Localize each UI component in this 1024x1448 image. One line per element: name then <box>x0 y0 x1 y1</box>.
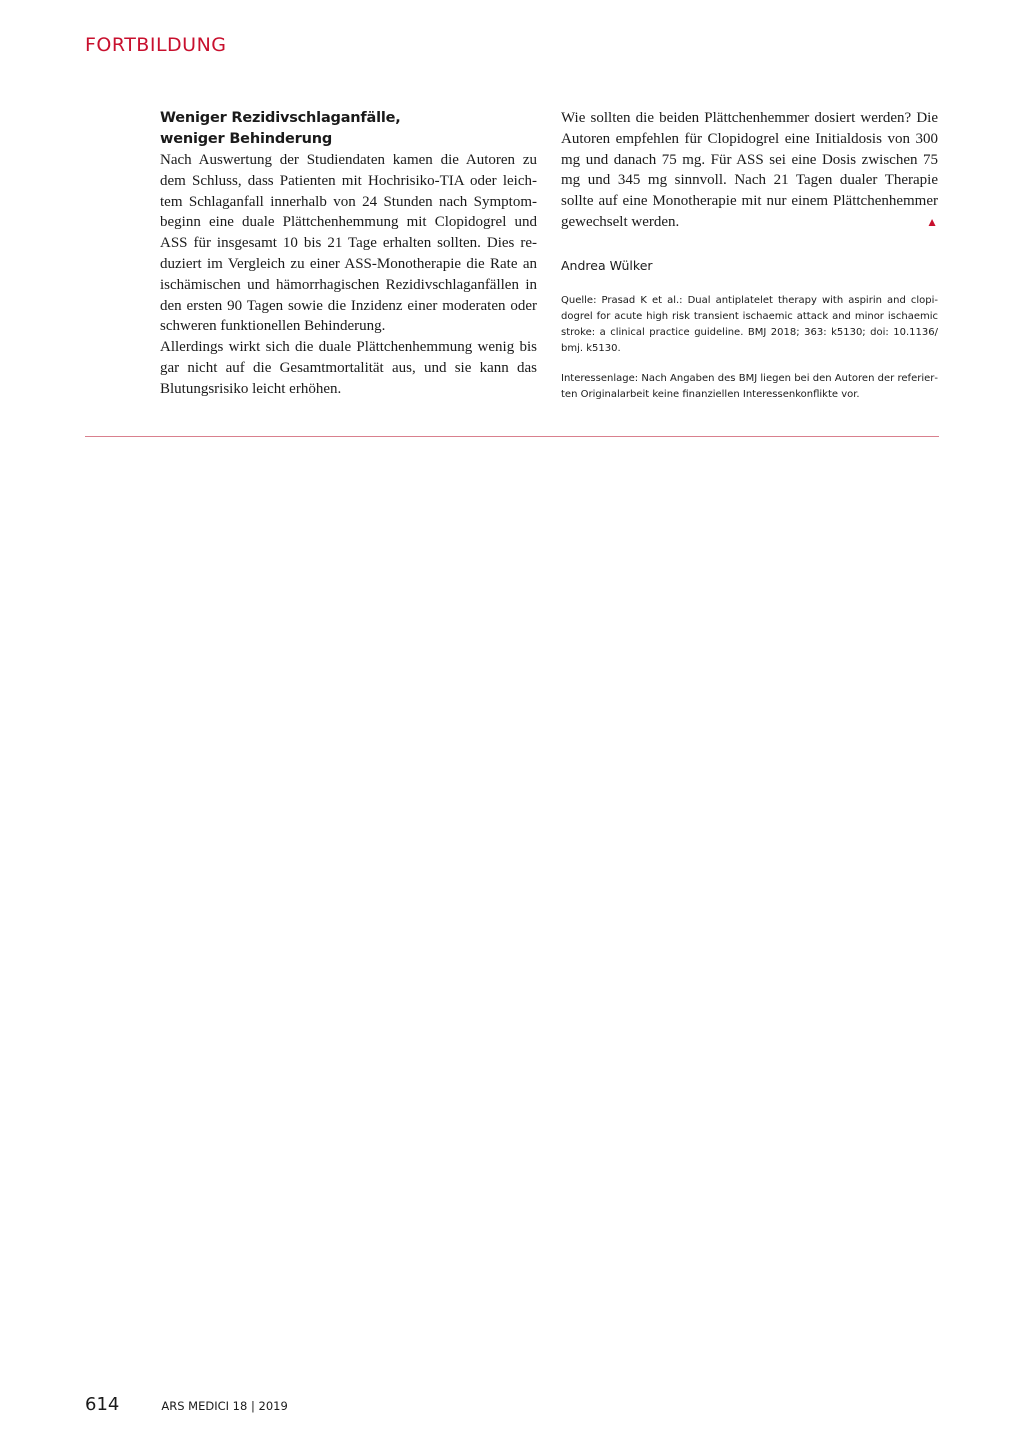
left-column <box>160 108 537 400</box>
source-citation: Quelle: Prasad K et al.: Dual antiplatelet therapy with aspirin and clopidogrel for acute high risk transient ischaemic attack and minor ischaemic stroke: a clinical practice guideline. BMJ 2018; 363: k5130; doi: 10.1136/ bmj. k5130. <box>561 294 938 354</box>
conflict-of-interest: Interessenlage: Nach Angaben des BMJ liegen bei den Autoren der referierten Originalarbeit keine finanziellen Interessenkonflikte vor. <box>561 372 938 400</box>
paragraph-1: Nach Auswertung der Studiendaten kamen die Autoren zu dem Schluss, dass Patienten mit Hochrisiko-TIA oder leichtem Schlaganfall innerhalb von 24 Stunden nach Symptombeginn eine duale Plättchenhemmung mit Clopidogrel und ASS für insgesamt 10 bis 21 Tage erhalten sollten. Dies reduziert im Vergleich zu einer ASS-Monotherapie die Rate an ischämischen und hämorrhagischen Rezidivschlaganfällen in den ersten 90 Tagen sowie die Inzidenz einer moderaten oder schweren funktionellen Behinderung. <box>160 152 537 335</box>
right-column <box>561 108 938 403</box>
article-heading-line2: weniger Behinderung <box>160 131 333 147</box>
article-heading <box>160 108 537 150</box>
footer <box>85 1394 288 1415</box>
section-label: FORTBILDUNG <box>85 34 227 56</box>
paragraph-3-text: Wie sollten die beiden Plättchenhemmer dosiert werden? Die Autoren empfehlen für Clopidogrel eine Initialdosis von 300 mg und danach 75 mg. Für ASS sei eine Dosis zwischen 75 mg und 345 mg sinnvoll. Nach 21 Tagen dualer Therapie sollte auf eine Monotherapie mit nur einem Plättchenhemmer gewechselt werden. <box>561 110 938 230</box>
end-mark-icon: ▲ <box>926 214 938 229</box>
divider-rule <box>85 436 939 437</box>
paragraph-3 <box>561 108 938 233</box>
article-heading-line1: Weniger Rezidivschlaganfälle, <box>160 110 401 126</box>
paragraph-2: Allerdings wirkt sich die duale Plättchenhemmung wenig bis gar nicht auf die Gesamtmortalität aus, und sie kann das Blutungsrisiko leicht erhöhen. <box>160 339 537 397</box>
journal-issue: ARS MEDICI 18 | 2019 <box>161 1399 288 1413</box>
author: Andrea Wülker <box>561 257 653 273</box>
page-number: 614 <box>85 1394 120 1415</box>
